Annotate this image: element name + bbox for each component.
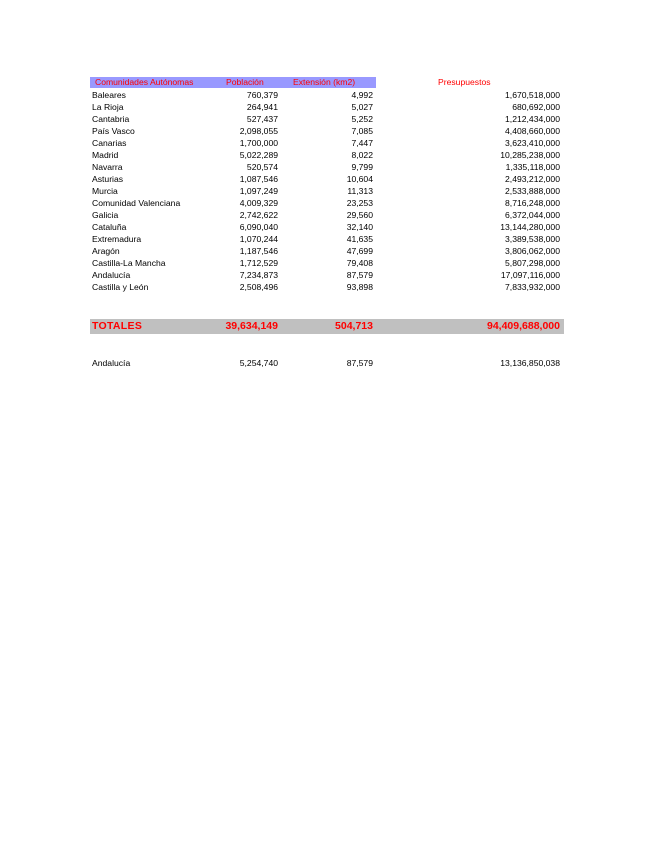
community-name: Canarias xyxy=(92,138,127,148)
extension-value: 41,635 xyxy=(346,234,373,244)
poblacion-value: 264,941 xyxy=(246,102,278,112)
presupuestos-value: 1,670,518,000 xyxy=(505,90,560,100)
presupuestos-value: 5,807,298,000 xyxy=(505,258,560,268)
poblacion-value: 1,187,546 xyxy=(239,246,278,256)
totals-row xyxy=(90,319,564,334)
extension-value: 9,799 xyxy=(351,162,373,172)
presupuestos-value: 17,097,116,000 xyxy=(500,270,560,280)
community-name: Cantabria xyxy=(92,114,130,124)
poblacion-value: 2,742,622 xyxy=(239,210,278,220)
presupuestos-value: 1,335,118,000 xyxy=(505,162,560,172)
community-name: Madrid xyxy=(92,150,119,160)
table-row xyxy=(90,281,564,293)
poblacion-value: 1,070,244 xyxy=(239,234,278,244)
community-name: Murcia xyxy=(92,186,118,196)
table-row xyxy=(90,233,564,245)
extension-value: 5,252 xyxy=(351,114,373,124)
table-row xyxy=(90,221,564,233)
community-name: Andalucía xyxy=(92,270,131,280)
poblacion-value: 2,508,496 xyxy=(239,282,278,292)
totals-extension: 504,713 xyxy=(335,320,373,332)
poblacion-value: 6,090,040 xyxy=(239,222,278,232)
header-poblacion: Población xyxy=(226,77,264,87)
community-name: Extremadura xyxy=(92,234,142,244)
extension-value: 87,579 xyxy=(346,270,373,280)
header-extension: Extensión (km2) xyxy=(293,77,356,87)
presupuestos-value: 13,144,280,000 xyxy=(500,222,560,232)
extension-value: 29,560 xyxy=(346,210,373,220)
presupuestos-value: 6,372,044,000 xyxy=(505,210,560,220)
poblacion-value: 7,234,873 xyxy=(239,270,278,280)
poblacion-value: 5,022,289 xyxy=(239,150,278,160)
community-name: Navarra xyxy=(92,162,123,172)
presupuestos-value: 4,408,660,000 xyxy=(505,126,560,136)
poblacion-value: 1,087,546 xyxy=(239,174,278,184)
extension-value: 11,313 xyxy=(347,186,373,196)
presupuestos-value: 680,692,000 xyxy=(512,102,560,112)
table-row xyxy=(90,161,564,173)
presupuestos-value: 10,285,238,000 xyxy=(500,150,560,160)
community-name: País Vasco xyxy=(92,126,135,136)
header-comunidades: Comunidades Autónomas xyxy=(95,77,194,87)
table-row xyxy=(90,125,564,137)
table-row xyxy=(90,173,564,185)
community-name: La Rioja xyxy=(92,102,124,112)
table-row xyxy=(90,89,564,101)
extension-value: 7,085 xyxy=(351,126,373,136)
table-row xyxy=(90,245,564,257)
extension-value: 5,027 xyxy=(351,102,373,112)
presupuestos-value: 3,806,062,000 xyxy=(505,246,560,256)
table-row xyxy=(90,101,564,113)
presupuestos-value: 3,389,538,000 xyxy=(505,234,560,244)
poblacion-value: 527,437 xyxy=(246,114,278,124)
community-name: Aragón xyxy=(92,246,120,256)
presupuestos-value: 3,623,410,000 xyxy=(505,138,560,148)
presupuestos-value: 7,833,932,000 xyxy=(505,282,560,292)
poblacion-value: 1,097,249 xyxy=(239,186,278,196)
totals-poblacion: 39,634,149 xyxy=(225,320,278,332)
table-row xyxy=(90,137,564,149)
extension-value: 79,408 xyxy=(346,258,373,268)
poblacion-value: 2,098,055 xyxy=(239,126,278,136)
poblacion-value: 760,379 xyxy=(246,90,278,100)
extension-value: 4,992 xyxy=(351,90,373,100)
extension-value: 23,253 xyxy=(346,198,373,208)
extra-community-name: Andalucía xyxy=(92,358,131,368)
community-name: Baleares xyxy=(92,90,126,100)
extra-extension: 87,579 xyxy=(346,358,373,368)
header-presupuestos: Presupuestos xyxy=(438,77,491,87)
presupuestos-value: 8,716,248,000 xyxy=(505,198,560,208)
table-row xyxy=(90,257,564,269)
extra-poblacion: 5,254,740 xyxy=(239,358,278,368)
poblacion-value: 1,700,000 xyxy=(239,138,278,148)
extension-value: 8,022 xyxy=(351,150,373,160)
totals-label: TOTALES xyxy=(92,320,143,332)
poblacion-value: 4,009,329 xyxy=(239,198,278,208)
presupuestos-value: 2,533,888,000 xyxy=(505,186,560,196)
table-row xyxy=(90,185,564,197)
poblacion-value: 1,712,529 xyxy=(239,258,278,268)
totals-presupuestos: 94,409,688,000 xyxy=(487,320,560,332)
extension-value: 7,447 xyxy=(351,138,373,148)
presupuestos-value: 1,212,434,000 xyxy=(505,114,560,124)
table-row xyxy=(90,197,564,209)
extension-value: 10,604 xyxy=(346,174,373,184)
table-row xyxy=(90,149,564,161)
extra-row xyxy=(90,357,564,369)
community-name: Castilla-La Mancha xyxy=(92,258,166,268)
extension-value: 47,699 xyxy=(346,246,373,256)
table-row xyxy=(90,209,564,221)
community-name: Comunidad Valenciana xyxy=(92,198,181,208)
table-row xyxy=(90,113,564,125)
presupuestos-value: 2,493,212,000 xyxy=(505,174,560,184)
poblacion-value: 520,574 xyxy=(246,162,278,172)
extension-value: 32,140 xyxy=(346,222,373,232)
extra-presupuestos: 13,136,850,038 xyxy=(500,358,560,368)
community-name: Asturias xyxy=(92,174,124,184)
community-name: Cataluña xyxy=(92,222,127,232)
community-name: Castilla y León xyxy=(92,282,149,292)
extension-value: 93,898 xyxy=(346,282,373,292)
community-name: Galicia xyxy=(92,210,119,220)
table-row xyxy=(90,269,564,281)
